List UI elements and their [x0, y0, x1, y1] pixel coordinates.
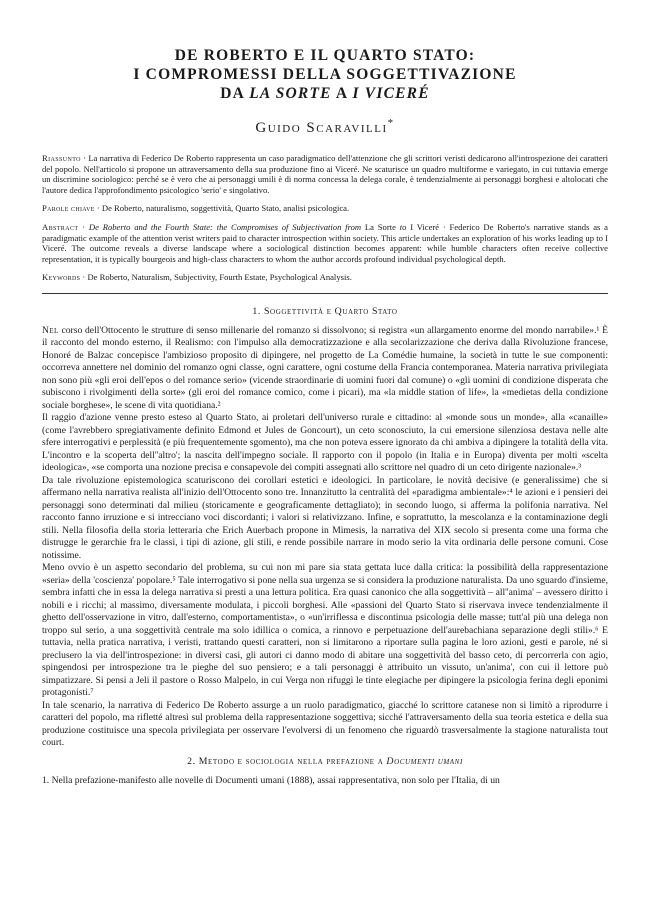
- author-name: [42, 117, 608, 137]
- keywords-english: [42, 272, 608, 283]
- section-1-paragraph-4: Meno ovvio è un aspetto secondario del problema, su cui non mi pare sia stata gettata luce dalla critica: la possibilità della rappresentazione «seria» della 'coscienza' popolare.⁵ Tale interrogativo si pone nella sua urgenza se si considera la produzione naturalista. Da uno sguardo d'insieme, sembra infatti che in essa la delega narrativa si presti a una lettura politica. Era quasi canonico che alla soggettività – all''anima' – avessero diritto i nobili e i ricchi; al massimo, diversamente modulata, i piccoli borghesi. Alle «passioni del Quarto Stato si riservava invece tendenzialmente il ghetto dell'osservazione in vitro, dall'esterno, comportamentista», o «un'irriflessa e discontinua psicologia delle masse; tutt'al più una delega non troppo sul serio, a una soggettività centrale ma solo idillica o comica, a rinnovo e perpetuazione dell'aurebachiana separazione degli stili».⁶ E tuttavia, nella pratica narrativa, i veristi, trattando questi caratteri, non si limitarono a riportare sulla pagina le loro azioni, gesti e parole, né si preclusero la via dell'introspezione: in diversi casi, gli autori ci danno modo di abitare una soggettività del basso ceto, di percorrerla con agio, spingendosi per introspezione tra le pieghe del suo pensiero; e a tali personaggi è attribuito un vissuto, un'anima', con cui il lettore può simpatizzare. Si pensi a Jeli il pastore o Rosso Malpelo, in cui Verga non rifuggì le tinte elegiache per dipingere la psicologia ferina degli eponimi protagonisti.⁷: [42, 562, 608, 699]
- title-line-1: DE ROBERTO E IL QUARTO STATO:: [174, 47, 476, 64]
- abstract-italian: [42, 153, 608, 195]
- abstract-en-title-a: De Roberto and the Fourth State: the Compromises of Subjectivation from: [88, 221, 365, 232]
- keywords-en-text: De Roberto, Naturalism, Subjectivity, Fourth Estate, Psychological Analysis.: [87, 272, 352, 283]
- author-text: Guido Scaravilli: [255, 120, 388, 136]
- section-2-heading-work: Documenti umani: [386, 755, 463, 767]
- title-work-1: LA SORTE: [249, 85, 332, 102]
- dropcap-lead: Nel: [42, 324, 59, 336]
- abstract-english: [42, 222, 608, 264]
- keywords-it-text: De Roberto, naturalismo, soggettività, Quarto Stato, analisi psicologica.: [101, 203, 350, 214]
- section-2-heading: [42, 756, 608, 767]
- abstract-divider: [42, 293, 608, 294]
- abstract-en-text: · Federico De Roberto's narrative stands as a paradigmatic example of the attention verist writers paid to character introspection within society. This article undertakes an exploration of his works leading up to I Viceré. The outcome reveals a diverse landscape where a sociological distinction becomes apparent: while humble characters often receive collective representation, it is typically bourgeois and high-class characters to whom the author accords profound individual psychological depth.: [42, 221, 608, 264]
- section-1-paragraph-1: [42, 325, 608, 413]
- title-line-3: [42, 84, 608, 103]
- title-line-3-prefix: DA: [220, 85, 250, 102]
- author-footnote-mark: *: [387, 117, 395, 129]
- keywords-italian: [42, 203, 608, 214]
- keywords-it-sep: ·: [94, 203, 102, 214]
- section-2-heading-prefix: 2. Metodo e sociologia nella prefazione a: [187, 755, 387, 767]
- article-title: [42, 46, 608, 103]
- title-work-2: I VICERÉ: [352, 85, 430, 102]
- abstract-it-sep: ·: [80, 153, 89, 163]
- abstract-it-label: Riassunto: [42, 153, 81, 163]
- title-line-2: I COMPROMESSI DELLA SOGGETTIVAZIONE: [133, 66, 517, 83]
- section-1-paragraph-1-text: corso dell'Ottocento le strutture di senso millenarie del romanzo si dissolvono; si registra «un allargamento enorme del mondo narrabile».¹ È il racconto del mondo esterno, il Realismo: con l'impulso alla democratizzazione e alla secolarizzazione che deriva dalla Rivoluzione francese, Honoré de Balzac concepisce l'ambizioso proposito di dipingere, nel progetto de La Comédie humaine, la società in tutte le sue componenti: occorreva annettere nel dominio del romanzo ogni classe, ogni carattere, ogni costume della Francia contemporanea. Materia narrativa privilegiata non sono più «gli eroi dell'epos o del romance serio» (vicende straordinarie di uomini fuori dal comune) o «gli uomini di condizione disperata che subiscono i rivolgimenti della sorte» (gli eroi del romance comico, come i picari), ma «la middle station of life», la «medietas della condizione sociale borghese», le scene di vita quotidiana.²: [42, 324, 608, 411]
- abstract-it-text: La narrativa di Federico De Roberto rappresenta un caso paradigmatico dell'attenzione che gli scrittori veristi dedicarono all'introspezione dei caratteri del popolo. Nell'articolo si propone un attraversamento della sua produzione fino ai Viceré. Ne scaturisce un quadro multiforme e variegato, in cui tuttavia emerge un discrimine sociologico: perché se è vero che ai personaggi umili è di norma concessa la delega corale, è tendenzialmente ai personaggi borghesi e altolocati che l'autore dedica l'approfondimento psicologico 'serio' e singolativo.: [42, 153, 608, 195]
- keywords-en-sep: ·: [80, 272, 88, 283]
- section-1-paragraph-5: In tale scenario, la narrativa di Federico De Roberto assurge a un ruolo paradigmatico, giacché lo scrittore catanese non si limitò a riprodurre i caratteri del popolo, ma rifletté altresì sul problema della rappresentazione soggettiva; sicché l'attraversamento della sua teoria estetica e della sua produzione costituisce una specola privilegiata per osservare l'evolversi di un fenomeno che riguardò trasversalmente la stagione naturalista tout court.: [42, 699, 608, 749]
- section-1-paragraph-2: Il raggio d'azione venne presto esteso al Quarto Stato, ai proletari dell'universo rurale e cittadino: al «monde sous un monde», alla «canaille» (come l'avrebbero spregiativamente definito Edmond et Jules de Goncourt), un ceto sconosciuto, la cui emersione silenziosa destava nelle alte sfere interrogativi e perplessità (e più frequentemente sgomento), ma che non poteva essere ignorato da chi ambiva a dipingere la totalità della vita. L'incontro e la scoperta dell''altro'; la nascita dell'impegno sociale. Il rapporto con il popolo (in Italia e in Europa) diventa per molti «scelta ideologica», «se comporta una nozione precisa e consapevole dei compiti assegnati allo scrittore nel quadro di un ceto dirigente nazionale».³: [42, 412, 608, 474]
- abstract-en-title-b: La Sorte: [364, 221, 396, 232]
- abstract-en-label: Abstract: [42, 221, 79, 232]
- keywords-it-label: Parole chiave: [42, 203, 95, 214]
- abstract-en-title-d: I Viceré: [410, 221, 440, 232]
- section-2-paragraph-1: 1. Nella prefazione-manifesto alle novelle di Documenti umani (1888), assai rappresentativa, non solo per l'Italia, di un: [42, 774, 500, 786]
- abstract-en-title-c: to: [395, 221, 411, 232]
- section-1-paragraph-3: Da tale rivoluzione epistemologica scaturiscono dei corollari estetici e ideologici. In particolare, le novità decisive (e generalissime) che si affermano nella narrativa realista all'inizio dell'Ottocento sono tre. Innanzitutto la centralità del «paradigma ambientale»:⁴ le azioni e i pensieri dei personaggi sono determinati dal milieu (storicamente e geograficamente dettagliato); in secondo luogo, si afferma la polifonia narrativa. Nel racconto fanno irruzione e si intrecciano voci discordanti; i valori si relativizzano. Infine, e soprattutto, la mescolanza e la contaminazione degli stili. Nella filosofia della storia letteraria che Erich Auerbach propone in Mimesis, la narrativa del XIX secolo si presenta come una forma che distrugge le gerarchie fra le classi, i tipi di azione, gli stili, e rende possibile narrare in modo serio la vita ordinaria delle persone comuni. Cose notissime.: [42, 474, 608, 561]
- section-1-heading: 1. Soggettività e Quarto Stato: [252, 305, 398, 317]
- title-line-3-mid: A: [331, 85, 353, 102]
- keywords-en-label: Keywords: [42, 272, 81, 283]
- abstract-en-sep: ·: [78, 221, 89, 232]
